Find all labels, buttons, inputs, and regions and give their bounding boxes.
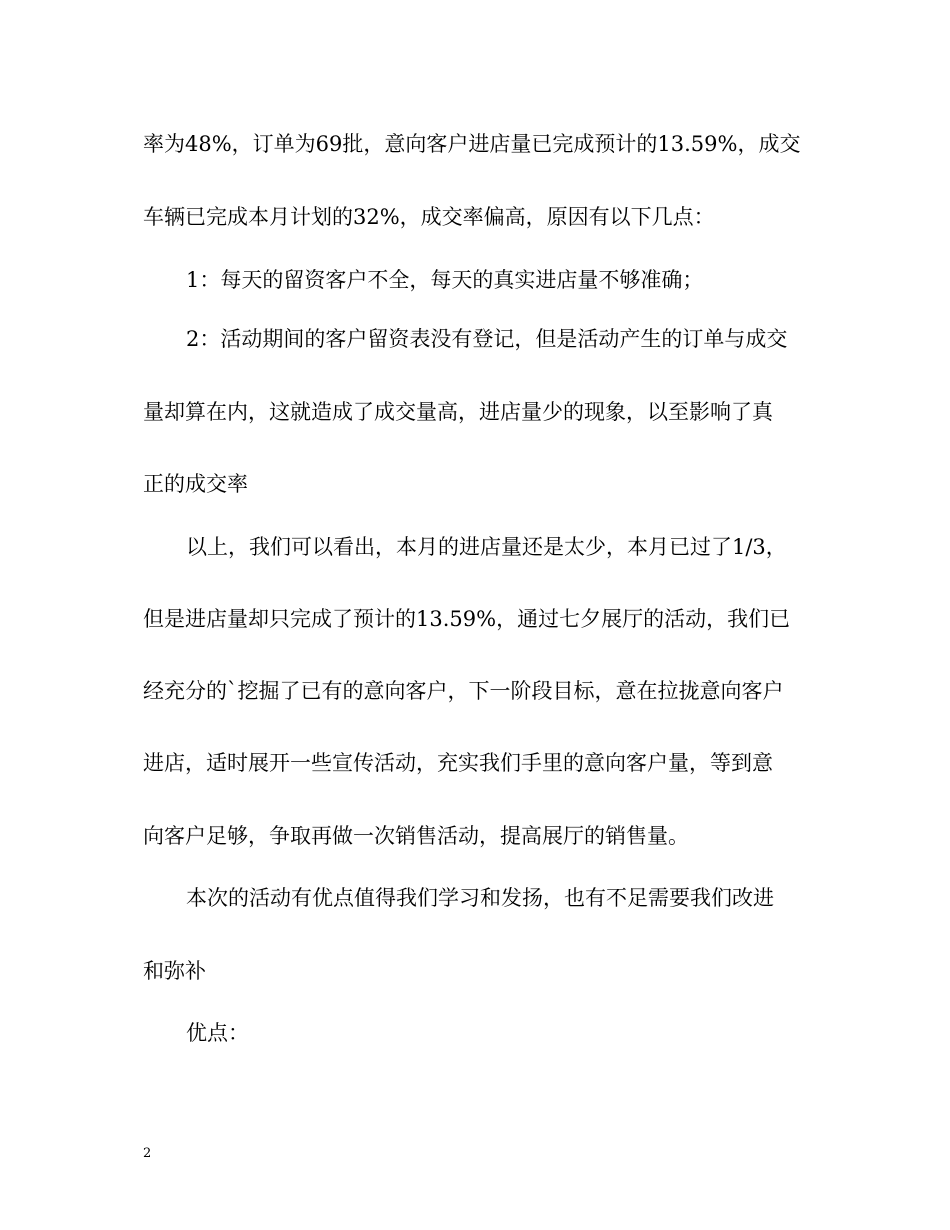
paragraph-line: 车辆已完成本月计划的32%，成交率偏高，原因有以下几点： (143, 205, 715, 229)
paragraph-line: 正的成交率 (143, 472, 248, 496)
list-item-2: 2：活动期间的客户留资表没有登记，但是活动产生的订单与成交 (186, 327, 788, 351)
paragraph-line: 经充分的`挖掘了已有的意向客户，下一阶段目标，意在拉拢意向客户 (143, 679, 784, 703)
paragraph-line: 进店，适时展开一些宣传活动，充实我们手里的意向客户量，等到意 (143, 751, 773, 775)
paragraph-line: 和弥补 (143, 959, 206, 983)
page-number: 2 (143, 1146, 152, 1161)
paragraph-line: 本次的活动有优点值得我们学习和发扬，也有不足需要我们改进 (186, 886, 774, 910)
section-heading: 优点： (186, 1021, 249, 1045)
paragraph-line: 但是进店量却只完成了预计的13.59%，通过七夕展厅的活动，我们已 (143, 607, 791, 631)
paragraph-line: 率为48%，订单为69批，意向客户进店量已完成预计的13.59%，成交 (143, 132, 801, 156)
paragraph-line: 向客户足够，争取再做一次销售活动，提高展厅的销售量。 (143, 824, 689, 848)
list-item-1: 1：每天的留资客户不全，每天的真实进店量不够准确； (186, 268, 704, 292)
paragraph-line: 量却算在内，这就造成了成交量高，进店量少的现象，以至影响了真 (143, 400, 773, 424)
paragraph-line: 以上，我们可以看出，本月的进店量还是太少，本月已过了1/3， (186, 535, 787, 559)
